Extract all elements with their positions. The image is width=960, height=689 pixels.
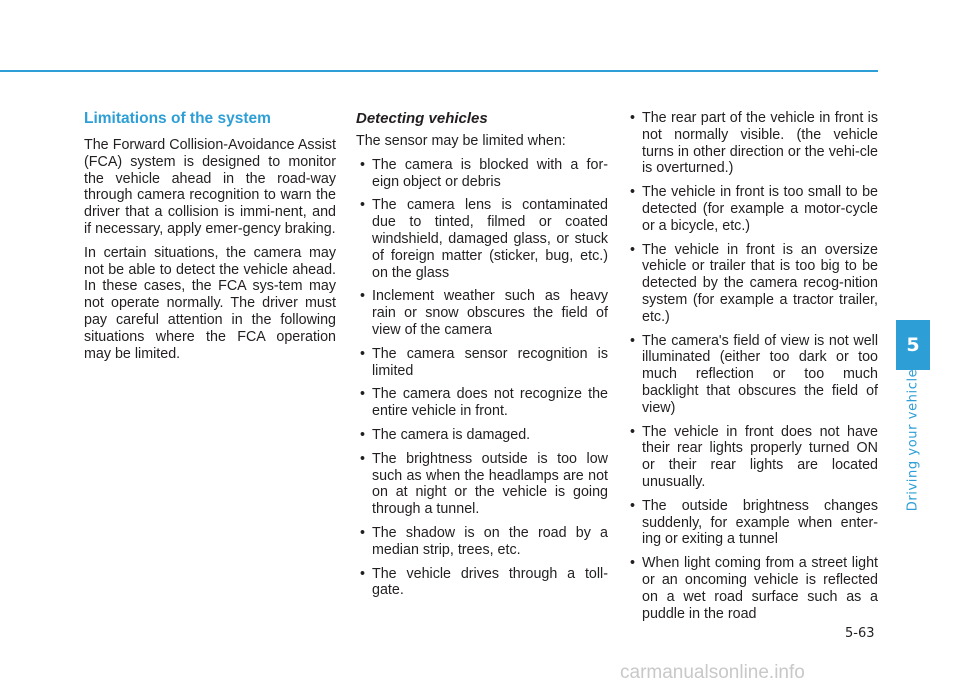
list-item: • The rear part of the vehicle in front is not normally visible. (the vehicle turns in other direction or the vehi-cle is overturned.) <box>626 110 878 177</box>
condition-list <box>356 157 608 599</box>
list-item: • The brightness outside is too low such as when the headlamps are not on at night or the vehicle is going through a tunnel. <box>356 451 608 518</box>
list-item: • Inclement weather such as heavy rain or snow obscures the field of view of the camera <box>356 288 608 338</box>
list-item: • The camera does not recognize the entire vehicle in front. <box>356 386 608 420</box>
column-continued-conditions <box>626 110 878 629</box>
list-item: • The camera sensor recognition is limited <box>356 346 608 380</box>
section-title: Limitations of the system <box>84 110 271 127</box>
list-item: • The vehicle in front does not have their rear lights properly turned ON or their rear lights are located unusually. <box>626 424 878 491</box>
condition-list <box>626 110 878 622</box>
list-item: • The camera's field of view is not well illuminated (either too dark or too much reflection or too much backlight that obscures the field of view) <box>626 333 878 417</box>
page-number: 5-63 <box>845 626 875 641</box>
list-item: • The vehicle in front is an oversize vehicle or trailer that is too big to be detected by the camera recog-nition system (for example a tractor trailer, etc.) <box>626 242 878 326</box>
paragraph: The Forward Collision-Avoidance Assist (FCA) system is designed to monitor the vehicle ahead in the road-way through camera recognition to warn the driver that a collision is immi-nent, and if necessary, apply emer-gency braking. <box>84 137 336 237</box>
list-item: • The vehicle drives through a toll-gate. <box>356 566 608 600</box>
column-limitations <box>84 110 336 369</box>
list-item: • The camera is damaged. <box>356 427 608 444</box>
chapter-number-tab: 5 <box>896 320 930 370</box>
column-detecting-vehicles <box>356 110 608 606</box>
intro-text: The sensor may be limited when: <box>356 133 566 149</box>
list-item: • The shadow is on the road by a median strip, trees, etc. <box>356 525 608 559</box>
chapter-label: Driving your vehicle <box>905 368 921 512</box>
list-item: • When light coming from a street light or an oncoming vehicle is reflected on a wet road surface such as a puddle in the road <box>626 555 878 622</box>
subsection-title: Detecting vehicles <box>356 110 488 127</box>
list-item: • The vehicle in front is too small to be detected (for example a motor-cycle or a bicycle, etc.) <box>626 184 878 234</box>
paragraph: In certain situations, the camera may not be able to detect the vehicle ahead. In these cases, the FCA sys-tem may not operate normally. The driver must pay careful attention in the following situations where the FCA operation may be limited. <box>84 244 336 362</box>
header-rule <box>0 70 878 72</box>
list-item: • The camera is blocked with a for-eign object or debris <box>356 157 608 191</box>
list-item: • The outside brightness changes suddenly, for example when enter-ing or exiting a tunnel <box>626 498 878 548</box>
list-item: • The camera lens is contaminated due to tinted, filmed or coated windshield, damaged glass, or stuck of foreign matter (sticker, bug, etc.) on the glass <box>356 197 608 281</box>
watermark: carmanualsonline.info <box>620 662 805 683</box>
